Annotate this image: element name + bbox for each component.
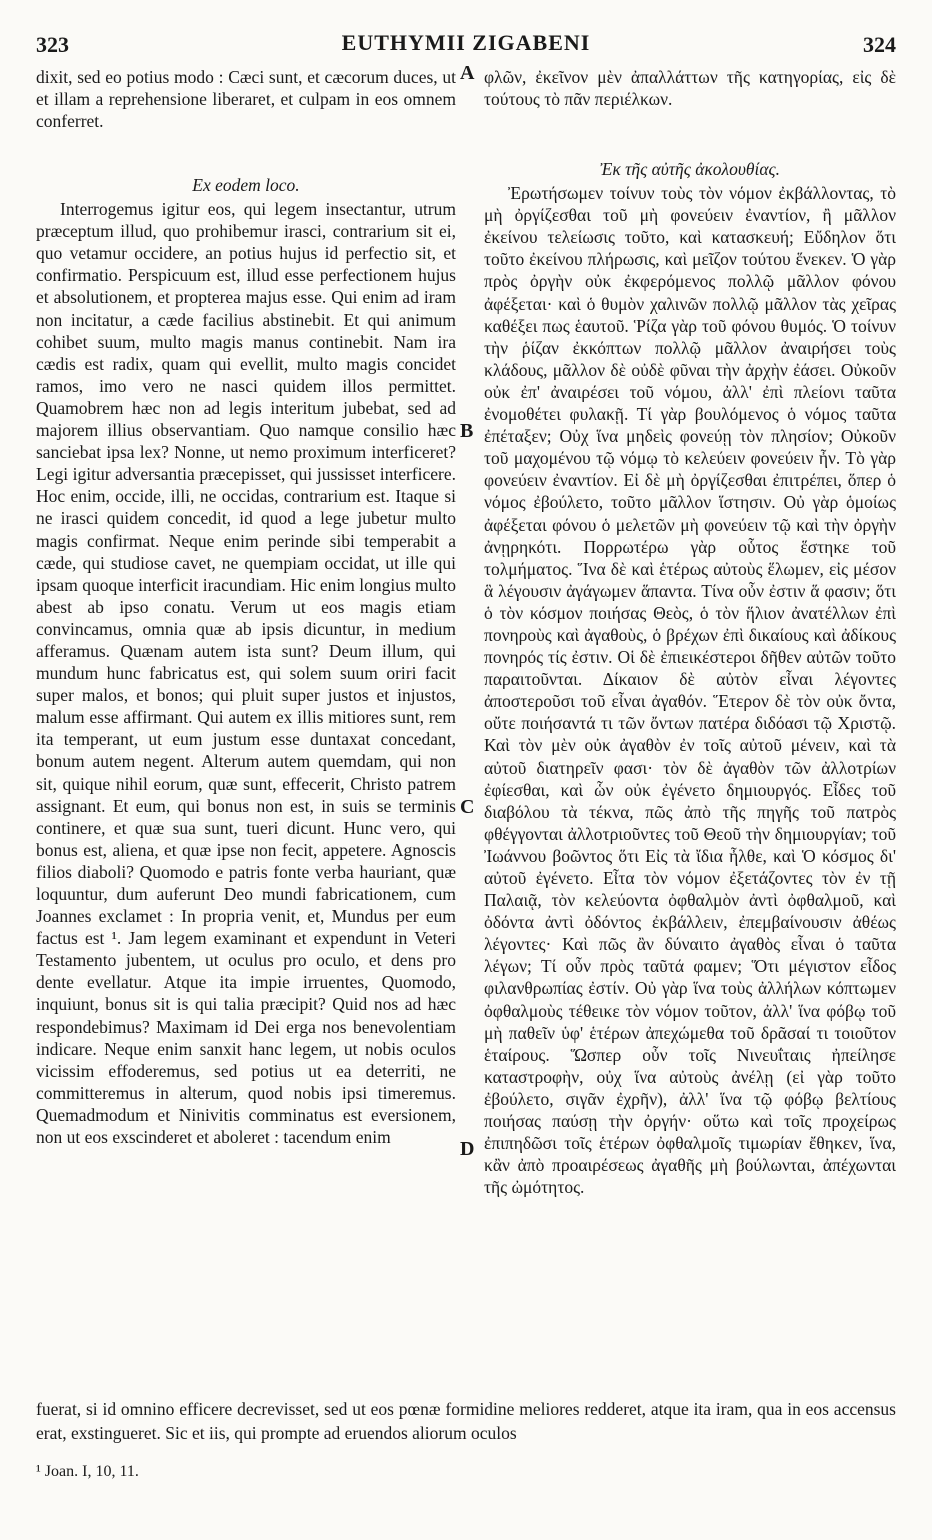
page-number-left: 323 bbox=[36, 32, 69, 57]
greek-column bbox=[484, 158, 896, 1198]
greek-top-paragraph: φλῶν, ἐκεῖνον μὲν ἀπαλλάττων τῆς κατηγορίας, εἰς δὲ τούτους τὸ πᾶν περιέλκων. bbox=[484, 67, 896, 110]
greek-section-body: Ἐρωτήσωμεν τοίνυν τοὺς τὸν νόμον ἐκβάλλοντας, τὸ μὴ ὀργίζεσθαι τοῦ μὴ φονεύειν ἐναντίον, ἢ μᾶλλον ἐκείνου τελείωσις τοῦτο, καὶ κατασκευή; Εὔδηλον ὅτι τοῦτο ἐκείνου πλήρωσις, καὶ μεῖζον τούτου ἕνεκεν. Ὁ γὰρ πρὸς ὀργὴν οὐκ ἐκφερόμενος πολλῷ μᾶλλον φόνου ἀφέξεται· καὶ ὁ θυμὸν χαλινῶν πολλῷ μᾶλλον τὰς χεῖρας καθέξει πως ἑαυτοῦ. Ῥίζα γὰρ τοῦ φόνου θυμός. Ὁ τοίνυν τὴν ῥίζαν ἐκκόπτων πολλῷ μᾶλλον ἀναιρήσει τοὺς κλάδους, μᾶλλον δὲ οὐδὲ φῦναι τὴν ἀρχὴν ἐάσει. Οὐκοῦν οὐκ ἐπ' ἀναιρέσει τοῦ νόμου, ἀλλ' ἐπὶ πλείονι ταῦτα ἐνομοθέτει φυλακῇ. Τί γὰρ βουλόμενος ὁ νόμος ταῦτα ἐπέταξεν; Οὐχ ἵνα μηδεὶς φονεύῃ τὸν πλησίον; Οὐκοῦν τοῦ μαχομένου τῷ νόμῳ τὸ κελεύειν φονεύειν ἦν. Τὸ γὰρ φονεύειν ἐναντίον. Εἰ δὲ μὴ ὀργίζεσθαι ἐπιτρέπει, ὅπερ ὁ νόμος ἐβούλετο, τοῦτο μᾶλλον ἵστησιν. Οὐ γὰρ ὁμοίως ἀφέξεται φόνου ὁ μελετῶν μὴ φονεύειν τῷ καὶ τὴν ὀργὴν ἀνῃρηκότι. Πορρωτέρω γὰρ οὗτος ἕστηκε τοῦ τολμήματος. Ἵνα δὲ καὶ ἑτέρως αὐτοὺς ἕλωμεν, εἰς μέσον ἃ λέγουσιν ἀγάγωμεν ἅπαντα. Τίνα οὖν ἐστιν ἅ φασιν; ὅτι ὁ τὸν κόσμον ποιήσας Θεὸς, ὁ τὸν ἥλιον ἀνατέλλων ἐπὶ πονηροὺς καὶ ἀγαθοὺς, ὁ βρέχων ἐπὶ δικαίους καὶ ἀδίκους πονηρός τίς ἐστιν. Οἱ δὲ ἐπιεικέστεροι δῆθεν αὐτῶν τοῦτο παραιτοῦνται. Δίκαιον δὲ αὐτὸν εἶναι λέγοντες ἀποστεροῦσι τοῦ εἶναι ἀγαθόν. Ἕτερον δὲ τὸν οὐκ ὄντα, οὔτε ποιήσαντά τι τῶν ὄντων πατέρα διδόασι τῷ Χριστῷ. Καὶ τὸν μὲν οὐκ ἀγαθὸν ἐν τοῖς αὐτοῦ μένειν, καὶ τὰ αὐτοῦ διατηρεῖν φασι· τὸν δὲ ἀγαθὸν τῶν ἀλλοτρίων ἐφίεσθαι, καὶ ὧν οὐκ ἐγένετο δημιουργός. Εἶδες τοῦ διαβόλου τὰ τέκνα, πῶς ἀπὸ τῆς πηγῆς τοῦ πατρὸς φθέγγονται ἀλλοτριοῦντες τοῦ Θεοῦ τὴν δημιουργίαν; τοῦ Ἰωάννου βοῶντος ὅτι Εἰς τὰ ἴδια ἦλθε, καὶ Ὁ κόσμος δι' αὐτοῦ ἐγένετο. Εἶτα τὸν νόμον ἐξετάζοντες τὸν ἐν τῇ Παλαιᾷ, τὸν κελεύοντα ὀφθαλμὸν ἀντὶ ὀφθαλμοῦ, καὶ ὀδόντα ἀντὶ ὀδόντος ἐκβάλλειν, ἐπεμβαίνουσιν ἀθέως λέγοντες· Καὶ πῶς ἂν δύναιτο ἀγαθὸς εἶναι ὁ ταῦτα λέγων; Τί οὖν πρὸς ταῦτά φαμεν; Ὅτι μέγιστον εἶδος φιλανθρωπίας ἐστίν. Οὐ γὰρ ἵνα τοὺς ἀλλήλων κόπτωμεν ὀφθαλμοὺς τέθεικε τὸν νόμον τοῦτον, ἀλλ' ἵνα φόβῳ τοῦ μὴ παθεῖν ὑφ' ἑτέρων ἀπεχώμεθα τοῦ δρᾶσαί τι τοιοῦτον ἑταίρους. Ὥσπερ οὖν τοῖς Νινευΐταις ἠπείλησε καταστροφὴν, οὐχ ἵνα αὐτοὺς ἀνέλῃ (εἰ γὰρ τοῦτο ἐβούλετο, σιγᾶν ἐχρῆν), ἀλλ' ἵνα τῷ φόβῳ βελτίους ποιήσας παύσῃ τὴν ὀργήν· οὕτω καὶ τοῖς προχείρως ἐπιπηδῶσι τοῖς ἑτέρων ὀφθαλμοῖς τιμωρίαν ἔθηκεν, ἵνα, κἂν ἀπὸ προαιρέσεως ἀγαθῆς μὴ βούλωνται, ἀπέχωνται τῆς ὠμότητος. bbox=[484, 183, 896, 1198]
greek-section-heading: Ἐκ τῆς αὐτῆς ἀκολουθίας. bbox=[599, 159, 781, 179]
margin-marker-b: B bbox=[460, 420, 474, 442]
page-header bbox=[36, 30, 896, 60]
latin-section-heading: Ex eodem loco. bbox=[192, 175, 300, 195]
margin-marker-c: C bbox=[460, 796, 475, 818]
latin-section-body: Interrogemus igitur eos, qui legem insectantur, utrum præceptum illud, quo prohibemur irasci, contrarium sit ei, quo vetamur occidere, an potius hujus id perfectio sit, et confirmatio. Perspicuum est, illud esse perfectionem hujus et absolutionem, et propterea majus esse. Qui enim ad iram non incitatur, a cæde facilius abstinebit. Et qui animum cohibet suum, multo magis manus continebit. Nam ira cædis est radix, quam qui evellit, multo magis concidet ramos, imo vero ne nasci quidem illos permittet. Quamobrem hæc non ad legis interitum jubebat, sed ad majorem illius observantiam. Quo namque consilio hæc sanciebat ipsa lex? Nonne, ut nemo proximum interficeret? Legi igitur adversantia præcepisset, qui jussisset interficere. Hoc enim, occide, illi, ne occidas, contrarium est. Itaque si ne irasci quidem concedit, id quod a lege jubetur multo magis confirmat. Neque enim perinde sibi temperabit a cæde, qui studiose cavet, ne quempiam occidat, ut ille qui ipsam quoque interficit iracundiam. Hic enim longius multo abest ab ipso conatu. Verum ut eos magis etiam convincamus, omnia quæ ab ipsis dicuntur, in medium afferamus. Quænam autem ista sunt? Deum illum, qui mundum hunc fabricatus est, qui solem suum oriri facit super malos, et bonos; qui pluit super justos et injustos, malum esse affirmant. Qui autem ex illis mitiores sunt, rem ita temperant, ut eum justum esse duntaxat concedant, bonum autem negent. Alterum autem quemdam, qui non sit, quique nihil eorum, quæ sunt, effecerit, Christo patrem assignant. Et eum, qui bonus non est, in suis se terminis continere, et quæ sua sunt, tueri dicunt. Hunc vero, qui bonus est, aliena, et quæ ipse non fecit, appetere. Agnoscis filios diaboli? Quomodo e patris fonte verba hauriant, quæ loquuntur, dum auferunt Deo mundi fabricationem, cum Joannes exclamet : In propria venit, et, Mundus per eum factus est ¹. Jam legem examinant et expendunt in Veteri Testamento jubentem, ut oculus pro oculo, et dens pro dente evellatur. Atque ita impie irruentes, Quomodo, inquiunt, bonus sit is qui talia præcipit? Quid nos ad hæc respondebimus? Maximam id Dei erga nos benevolentiam indicare. Neque enim sanxit hanc legem, ut nobis oculos vicissim effoderemus, sed potius ut ea deterriti, ne committeremus in alterum, quod nobis ipsi timeremus. Quemadmodum et Ninivitis comminatus est eversionem, non ut eos exscinderet et aboleret : tacendum enim bbox=[36, 199, 456, 1148]
latin-column bbox=[36, 174, 456, 1148]
footnote: ¹ Joan. I, 10, 11. bbox=[36, 1463, 139, 1480]
page-number-right: 324 bbox=[863, 32, 896, 57]
bottom-full-width-line: fuerat, si id omnino efficere decrevisset, sed ut eos pœnæ formidine meliores redderet, atque ita iram, qua in eos accensus erat, exstingueret. Sic et iis, qui prompte ad eruendos aliorum oculos bbox=[36, 1399, 896, 1443]
margin-marker-d: D bbox=[460, 1138, 475, 1160]
margin-marker-a: A bbox=[460, 62, 475, 84]
running-title: EUTHYMII ZIGABENI bbox=[341, 30, 591, 55]
latin-top-paragraph: dixit, sed eo potius modo : Cæci sunt, et cæcorum duces, ut et illam a reprehensione liberaret, et culpam in eos omnem conferret. bbox=[36, 67, 456, 132]
